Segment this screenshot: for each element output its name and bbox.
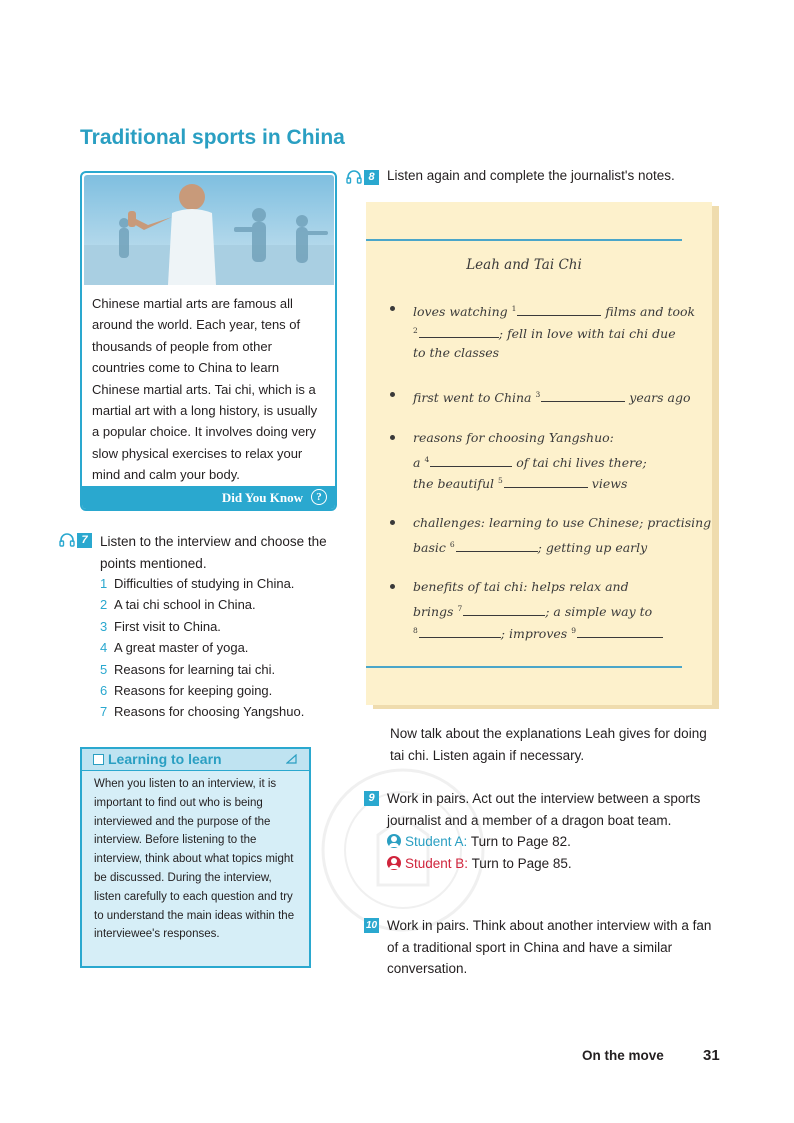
blank-number: 8 [413,626,418,635]
activity-9-instruction: Work in pairs. Act out the interview between a sports journalist and a member of a dragon boat team. [387,791,701,828]
answer-blank-4[interactable] [430,454,512,467]
did-you-know-box [80,171,337,511]
item-number: 7 [100,704,108,720]
tai-chi-photo [84,175,334,285]
notes-text: ; a simple way to [545,604,653,619]
notes-text: basic [413,540,446,555]
bullet-icon [390,392,398,400]
blank-number: 4 [424,455,430,464]
item-text: Difficulties of studying in China. [114,576,295,591]
learning-to-learn-header [82,749,309,771]
notes-text: ; improves [500,626,568,641]
notes-text: ; fell in love with tai chi due [498,326,676,341]
notes-text: films and took [605,304,696,319]
notes-text: of tai chi lives there; [516,455,647,470]
item-text: Reasons for learning tai chi. [114,661,276,677]
notes-title: Leah and Tai Chi [466,257,582,273]
blank-number: 7 [457,604,463,613]
notes-text: years ago [629,390,691,405]
item-number: 3 [100,618,108,634]
activity-8-instruction: Listen again and complete the journalist's notes. [387,168,675,183]
learning-to-learn-text: When you listen to an interview, it is important to find out who is being interviewed and the purpose of the interview. Before listening to the interview, think about what topics might be discussed. During the interview, listen carefully to each question and try to understand the main ideas within the interviewee's responses. [94,778,295,941]
answer-blank-2[interactable] [419,325,499,338]
did-you-know-footer [82,486,335,509]
answer-blank-1[interactable] [517,303,601,316]
bullet-icon [390,435,398,443]
student-a-text[interactable]: Turn to Page 82. [470,834,571,849]
item-text: A great master of yoga. [114,640,249,656]
activity-10-number: 10 [365,920,378,931]
activity-7-instruction: Listen to the interview and choose the points mentioned. [100,534,327,571]
section-title: Traditional sports in China [80,126,345,149]
list-item[interactable] [100,616,304,637]
list-item[interactable] [100,594,304,615]
talk-prompt: Now talk about the explanations Leah gives for doing tai chi. Listen again if necessary. [390,726,707,763]
student-b-label: Student B: [405,855,469,871]
tai-chi-photo-illustration [84,175,334,285]
notes-top-rule [366,239,682,241]
student-a-label: Student A: [405,834,468,849]
headphones-icon[interactable] [346,170,362,189]
answer-blank-8[interactable] [419,625,501,638]
journalist-notes [366,202,712,705]
bullet-icon [390,520,398,528]
corner-triangle-icon [286,754,297,764]
student-a-icon [387,834,401,848]
bullet-icon [390,306,398,314]
answer-blank-9[interactable] [577,625,663,638]
item-number: 4 [100,640,108,656]
answer-blank-7[interactable] [463,603,545,616]
did-you-know-label: Did You Know [221,490,303,505]
page-number: 31 [703,1047,720,1064]
item-number: 5 [100,661,108,677]
activity-9-number: 9 [364,791,379,806]
blank-number: 1 [511,304,517,313]
blank-number: 2 [413,326,418,335]
activity-9 [387,788,717,874]
learning-to-learn-title: Learning to learn [108,751,222,767]
blank-number: 3 [535,390,541,399]
notes-line: challenges: learning to use Chinese; practising [413,515,712,530]
list-item[interactable] [100,573,304,594]
list-item[interactable] [100,701,304,722]
notes-line [413,470,627,495]
did-you-know-text: Chinese martial arts are famous all around the world. Each year, tens of thousands of people from other countries come to China to learn Chinese martial arts. Tai chi, which is a martial art with a long history, is usually a popular choice. It involves doing very slow physical exercises to relax your mind and calm your body. [92,296,318,483]
item-text: A tai chi school in China. [114,597,256,613]
learning-to-learn-box [80,747,311,968]
student-a-line [387,831,717,853]
answer-blank-6[interactable] [456,539,538,552]
blank-number: 9 [571,626,576,635]
notes-text: views [591,476,628,491]
notes-line: to the classes [413,345,500,360]
help-icon[interactable]: ? [311,489,327,505]
notes-line: reasons for choosing Yangshuo: [413,430,614,445]
answer-blank-3[interactable] [541,389,625,402]
item-text: Reasons for choosing Yangshuo. [114,704,305,720]
activity-10-instruction: Work in pairs. Think about another interview with a fan of a traditional sport in China and have a similar conversation. [387,918,712,976]
notes-text: first went to China [413,390,532,405]
checkbox-icon [93,754,104,765]
notes-text: a [413,455,421,470]
notes-line [413,534,647,559]
notes-text: brings [413,604,454,619]
activity-7-list [100,573,304,723]
item-text: First visit to China. [114,618,221,634]
headphones-icon[interactable] [59,533,75,552]
bullet-icon [390,584,398,592]
unit-title: On the move [582,1048,664,1063]
student-b-line [387,853,717,875]
notes-line [413,384,691,409]
list-item[interactable] [100,680,304,701]
notes-line: benefits of tai chi: helps relax and [413,579,629,594]
notes-text: loves watching [413,304,508,319]
list-item[interactable] [100,659,304,680]
item-number: 1 [100,576,108,591]
activity-8-number: 8 [364,170,379,185]
activity-7-number: 7 [77,533,92,548]
item-number: 6 [100,683,108,699]
item-text: Reasons for keeping going. [114,683,273,699]
answer-blank-5[interactable] [504,475,588,488]
notes-text: ; getting up early [537,540,648,555]
blank-number: 6 [449,540,455,549]
blank-number: 5 [498,476,503,485]
notes-line [413,620,663,645]
list-item[interactable] [100,637,304,658]
student-b-icon [387,856,401,870]
student-b-text[interactable]: Turn to Page 85. [471,855,572,871]
item-number: 2 [100,597,108,613]
notes-bottom-rule [366,666,682,668]
notes-text: the beautiful [413,476,495,491]
